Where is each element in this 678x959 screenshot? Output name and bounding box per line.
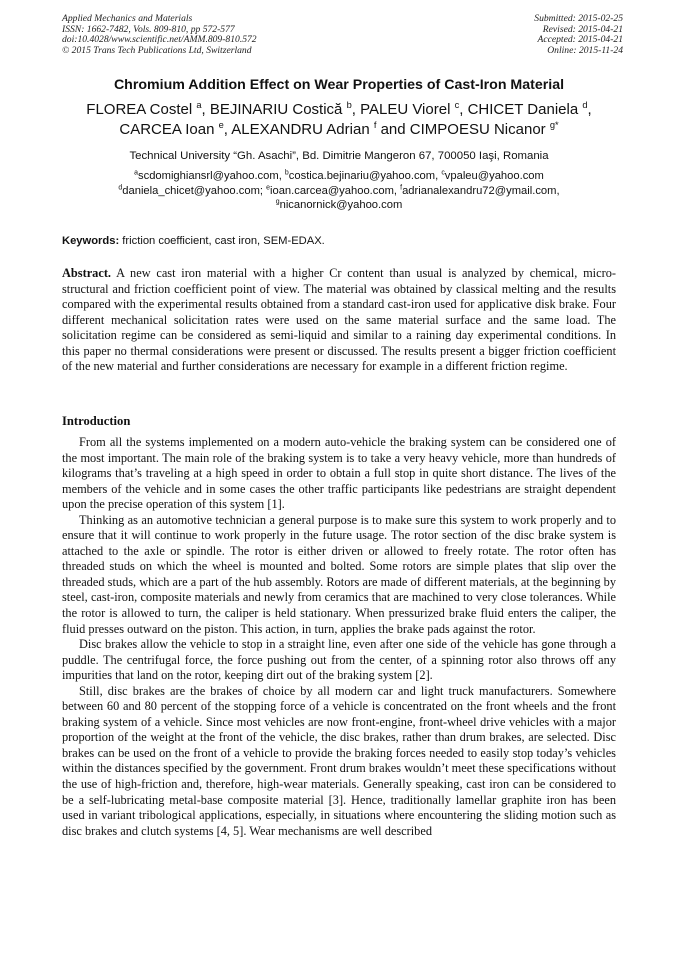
paragraph: From all the systems implemented on a modern auto-vehicle the braking system can be considered one of the most important. The main role of the braking system is to take a very heavy vehicle, more than hundreds of kilograms that’s traveling at a high speed in order to obtain a full stop in quite short distance. The lives of the members of the vehicle and in some cases the other traffic participants like pedestrians are straight dependent upon the precise operation of this system [1]. — [62, 435, 616, 512]
author: PALEU Viorel $^c$ — [360, 100, 460, 118]
paragraph: Disc brakes allow the vehicle to stop in a straight line, even after one side of the vehicle has gone through a puddle. The centrifugal force, the force pushing out from the center, of a spinning rotor also throws off any impurities that land on the rotor, keeping dirt out of the braking system [2]. — [62, 637, 616, 683]
journal-doi: doi:10.4028/www.scientific.net/AMM.809-810.572 — [62, 34, 257, 46]
email-entry: $^d$daniela_chicet@yahoo.com — [118, 183, 260, 197]
author-list: FLOREA Costel $^a$, BEJINARIU Costică $^b$, PALEU Viorel $^c$, CHICET Daniela $^d$, CARCEA Ioan $^e$, ALEXANDRU Adrian $^f$ and CIMPOESU Nicanor $^{g*}$ — [86, 100, 592, 138]
journal-name: Applied Mechanics and Materials — [62, 13, 193, 24]
author-mark: c — [454, 100, 460, 110]
email-entry: $^f$adrianalexandru72@ymail.com — [400, 183, 557, 197]
email-entry: $^b$costica.bejinariu@yahoo.com — [284, 169, 436, 182]
abstract-text: A new cast iron material with a higher Cr content than usual is analyzed by chemical, micro-structural and friction coefficient point of view. The material was obtained by classical melting and the results compared with the experimental results obtained from a standard cast-iron used for applicative disk brake. Four different mechanical solicitation rates were used on the same material surface and the same load. The solicitation regime can be considered as semi-liquid and similar to a raining day experimental conditions. In this paper no thermal considerations were present or discussed. The results present a bigger friction coefficient of the new material and further considerations are necessary for example in a different friction regime. — [62, 266, 616, 374]
author-mark: b — [346, 100, 352, 110]
date-submitted: Submitted: 2015-02-25 — [534, 13, 623, 24]
email-list: $^a$scdomighiansrl@yahoo.com, $^b$costica.bejinariu@yahoo.com, $^c$vpaleu@yahoo.com $^d$daniela_chicet@yahoo.com; $^e$ioan.carcea@yahoo.com, $^f$adrianalexandru72@ymail.com, $^g$nicanornick@yahoo.com — [118, 169, 560, 211]
abstract-label: Abstract. — [62, 266, 112, 280]
author-mark: g* — [549, 119, 559, 130]
affiliation: Technical University “Gh. Asachi”, Bd. Dimitrie Mangeron 67, 700050 Iaşi, Romania — [129, 150, 549, 162]
email-entry: $^g$nicanornick@yahoo.com — [275, 198, 403, 211]
email-entry: $^c$vpaleu@yahoo.com — [441, 169, 544, 182]
author: FLOREA Costel $^a$ — [86, 100, 202, 118]
email-entry: $^a$scdomighiansrl@yahoo.com — [134, 169, 279, 182]
author: CIMPOESU Nicanor $^{g*}$ — [409, 119, 559, 138]
paper-title: Chromium Addition Effect on Wear Properties of Cast-Iron Material — [113, 77, 565, 93]
author-mark: e — [218, 119, 224, 130]
date-online: Online: 2015-11-24 — [547, 44, 623, 56]
journal-copyright: © 2015 Trans Tech Publications Ltd, Switzerland — [62, 44, 252, 56]
date-revised: Revised: 2015-04-21 — [542, 23, 623, 35]
author: BEJINARIU Costică $^b$ — [209, 100, 352, 118]
introduction-body — [62, 435, 616, 839]
author-mark: f — [373, 119, 377, 130]
submission-dates — [534, 14, 623, 56]
keywords-label: Keywords: — [62, 235, 120, 247]
keywords — [62, 235, 622, 247]
keywords-text: friction coefficient, cast iron, SEM-EDAX. — [119, 235, 325, 247]
journal-issn: ISSN: 1662-7482, Vols. 809-810, pp 572-577 — [62, 23, 235, 35]
email-entry: $^e$ioan.carcea@yahoo.com — [266, 183, 394, 197]
section-heading: Introduction — [62, 414, 131, 428]
author: CHICET Daniela $^d$ — [467, 100, 588, 118]
author: ALEXANDRU Adrian $^f$ — [231, 119, 377, 138]
journal-info — [62, 14, 257, 56]
author-mark: d — [582, 100, 588, 110]
date-accepted: Accepted: 2015-04-21 — [537, 34, 623, 46]
paragraph: Thinking as an automotive technician a general purpose is to make sure this system to work properly and to ensure that it will continue to work properly in the future usage. The rotor section of the disc brake system is attached to the axle or spindle. The rotor is either driven or allowed to freely rotate. The rotor often has threaded studs on which the wheel is mounted and bolted. Some rotors are simple plates that slip over the threaded studs, which are a part of the hub assembly. Rotors are made of different materials, at the beginning by steel, cast-iron, composite materials and newly from ceramics that are machined to very close tolerances. While the rotor is allowed to turn, the caliper is held stationary. When pressurized brake fluid enters the caliper, the fluid presses outward on the piston. This action, in turn, applies the brake pads against the rotor. — [62, 512, 616, 636]
paragraph: Still, disc brakes are the brakes of choice by all modern car and light truck manufacturers. Somewhere between 60 and 80 percent of the stopping force of a vehicle is concentrated on the front wheels and the front braking system of a vehicle. Since most vehicles are now front-engine, front-wheel drive vehicles with a major proportion of the weight at the front of the vehicle, the disc brakes, rather than drum brakes, are selected. Disc brakes can be used on the front of a vehicle to provide the braking forces needed to easily stop today’s vehicles within the distances specified by the government. Front drum brakes wouldn’t meet these specifications without the use of high-friction and, therefore, high-wear materials. Generally speaking, cast iron can be considered to be a self-lubricating metal-base composite material [3]. Hence, traditionally lamellar graphite iron has been used in variant tribological applications, especially, in situations where encountering the sliding motion such as disc brakes and clutch systems [4, 5]. Wear mechanisms are well described — [62, 683, 616, 838]
author-mark: a — [196, 100, 202, 110]
abstract — [62, 266, 616, 375]
author: CARCEA Ioan $^e$ — [119, 119, 224, 138]
